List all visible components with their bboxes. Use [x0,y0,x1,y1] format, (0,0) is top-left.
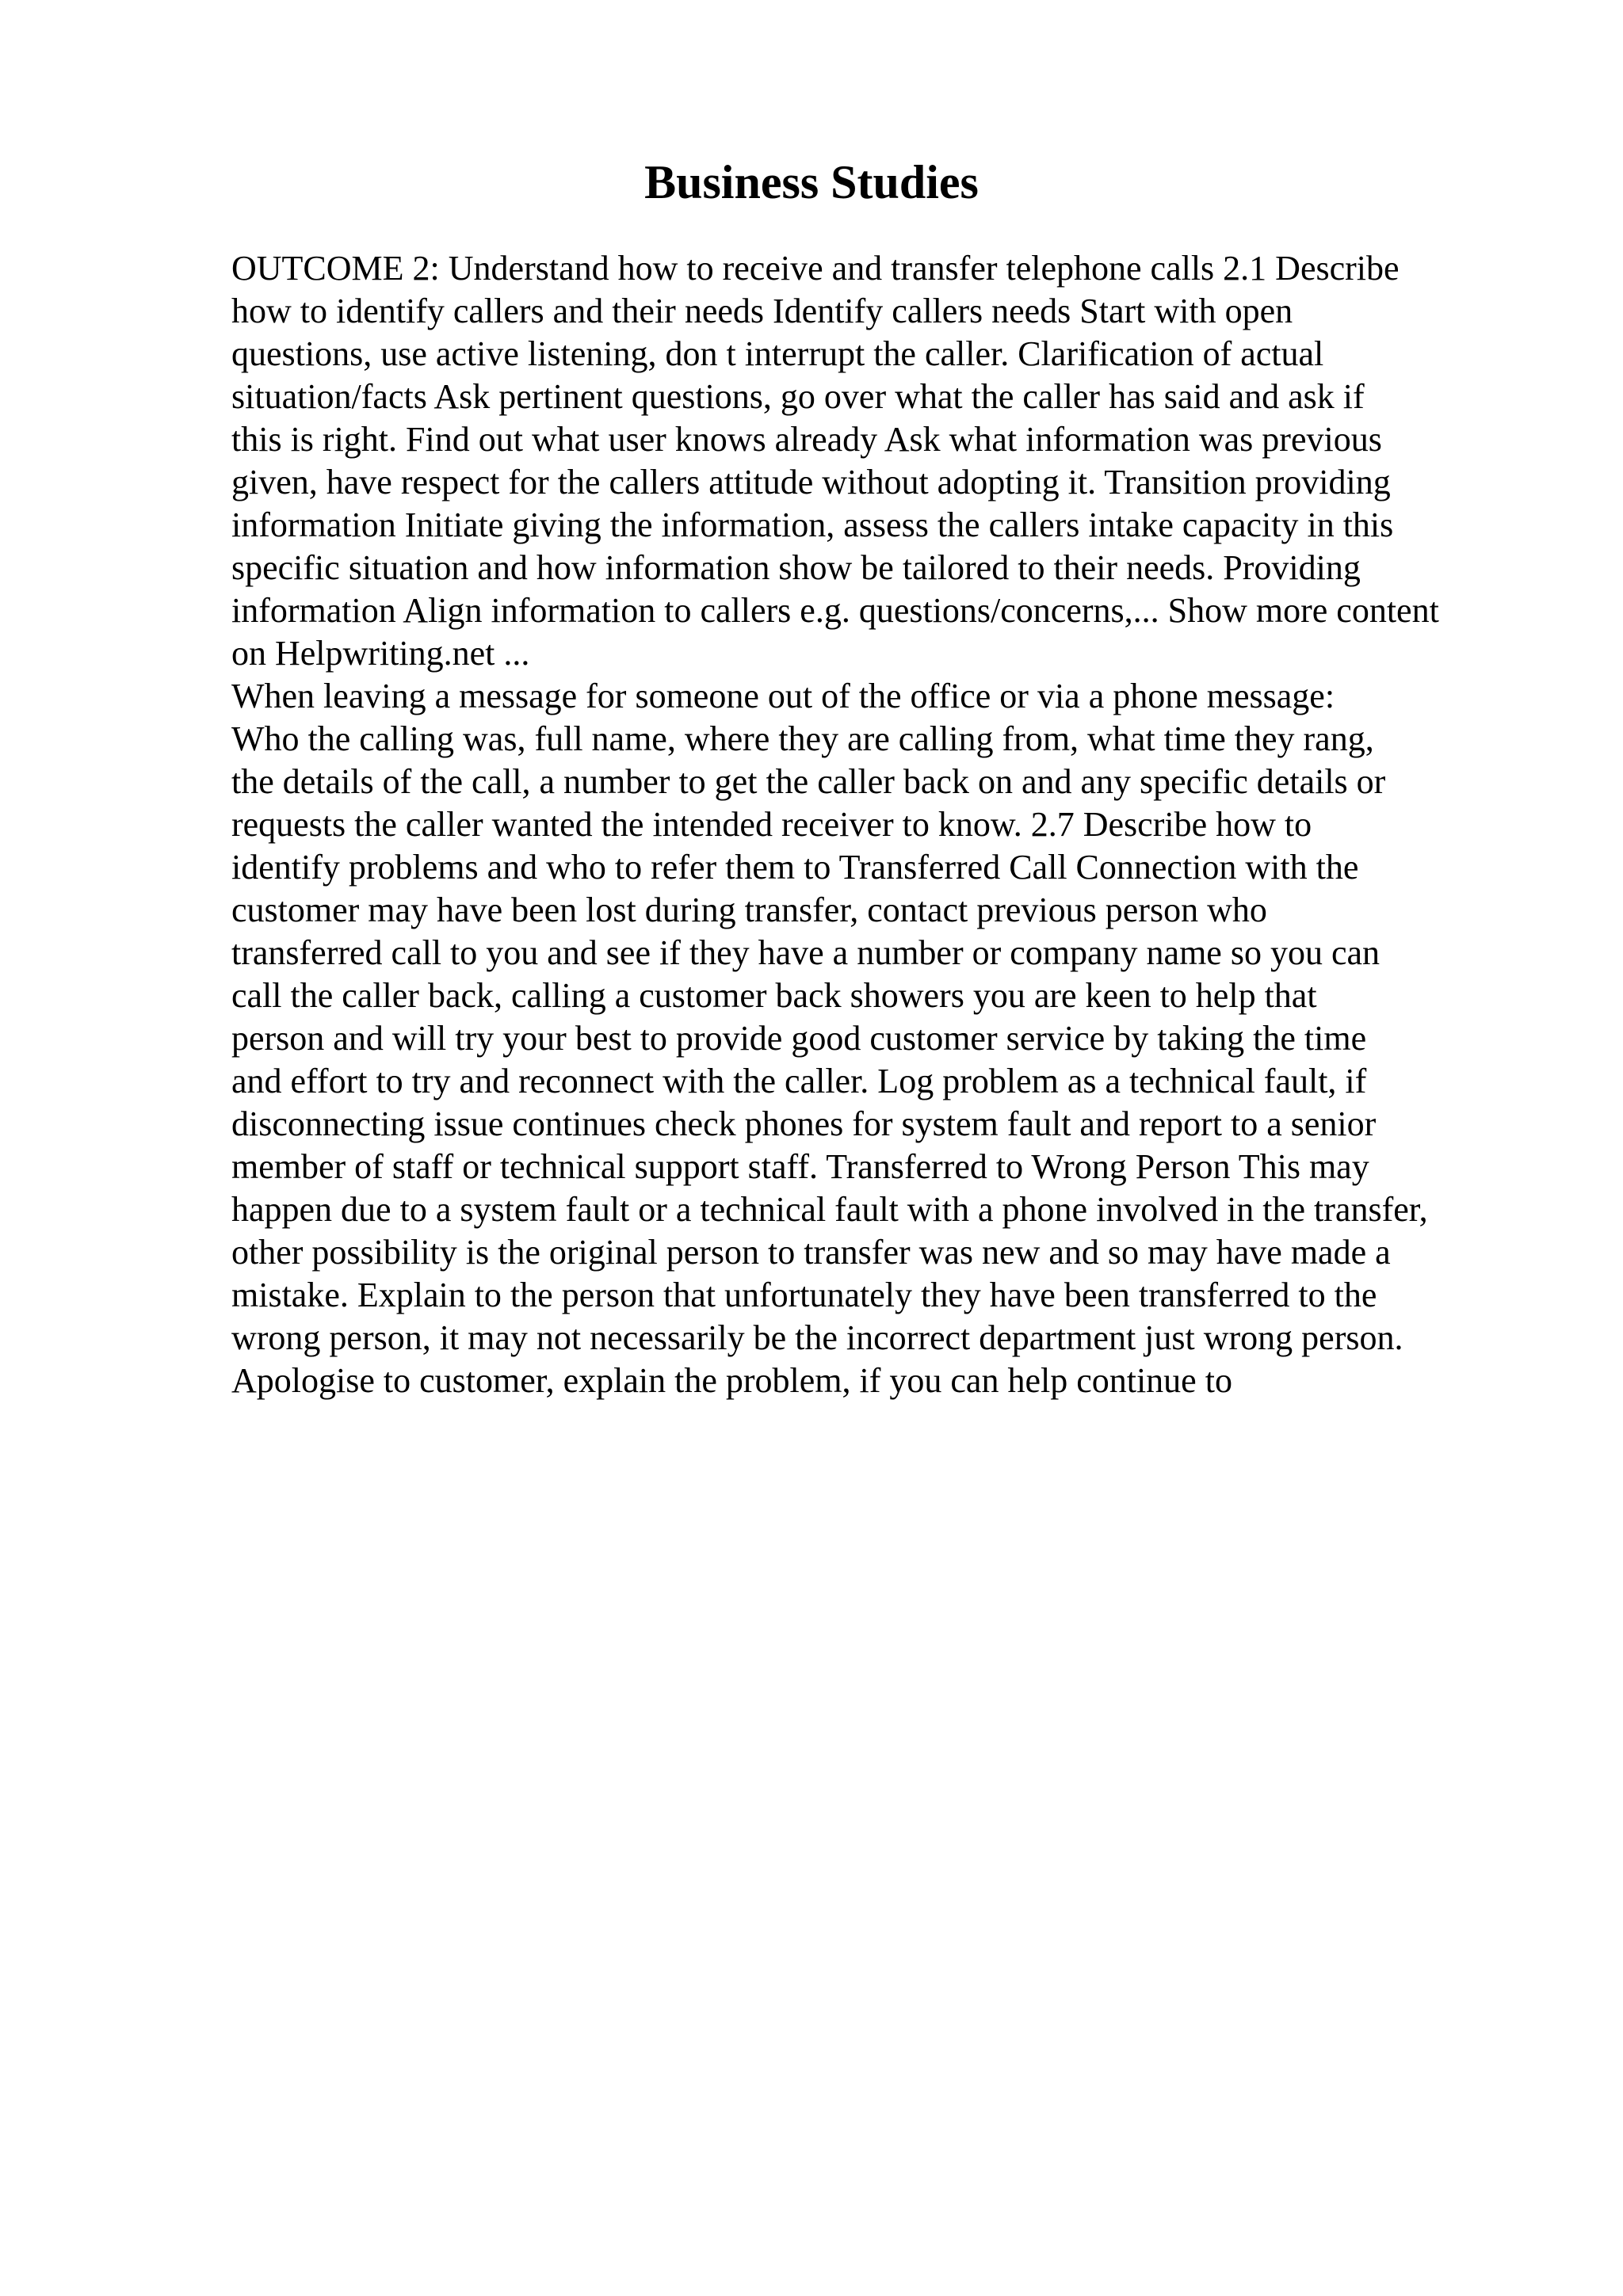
body-line: on Helpwriting.net ... [231,634,530,673]
body-line: Who the calling was, full name, where they are calling from, what time they rang, [231,719,1374,758]
body-line: call the caller back, calling a customer back showers you are keen to help that [231,976,1317,1015]
body-line: identify problems and who to refer them to Transferred Call Connection with the [231,848,1359,887]
body-line: OUTCOME 2: Understand how to receive and transfer telephone calls 2.1 Describe [231,249,1400,288]
body-line: mistake. Explain to the person that unfortunately they have been transferred to the [231,1276,1377,1314]
body-line: this is right. Find out what user knows already Ask what information was previous [231,420,1382,459]
body-line: wrong person, it may not necessarily be the incorrect department just wrong person. [231,1318,1403,1357]
body-line: member of staff or technical support staff. Transferred to Wrong Person This may [231,1147,1369,1186]
body-line: specific situation and how information show be tailored to their needs. Providing [231,548,1361,587]
body-line: Apologise to customer, explain the problem, if you can help continue to [231,1361,1232,1400]
body-line: questions, use active listening, don t interrupt the caller. Clarification of actual [231,334,1324,373]
body-line: given, have respect for the callers attitude without adopting it. Transition providing [231,463,1391,502]
body-line: When leaving a message for someone out of the office or via a phone message: [231,677,1335,715]
body-line: information Align information to callers e.g. questions/concerns,... Show more content [231,591,1439,630]
body-line: how to identify callers and their needs Identify callers needs Start with open [231,292,1293,330]
body-line: transferred call to you and see if they have a number or company name so you can [231,933,1381,972]
body-line: requests the caller wanted the intended receiver to know. 2.7 Describe how to [231,805,1312,844]
document-title: Business Studies [644,156,979,208]
body-line: and effort to try and reconnect with the caller. Log problem as a technical fault, if [231,1062,1367,1100]
body-line: person and will try your best to provide good customer service by taking the time [231,1019,1367,1058]
body-line: the details of the call, a number to get the caller back on and any specific details or [231,762,1386,801]
body-line: happen due to a system fault or a technical fault with a phone involved in the transfer, [231,1190,1428,1229]
body-line: customer may have been lost during transfer, contact previous person who [231,891,1267,929]
body-line: other possibility is the original person to transfer was new and so may have made a [231,1233,1391,1272]
body-line: information Initiate giving the information, assess the callers intake capacity in this [231,505,1394,544]
body-line: disconnecting issue continues check phones for system fault and report to a senior [231,1104,1377,1143]
body-line: situation/facts Ask pertinent questions, go over what the caller has said and ask if [231,377,1365,416]
document-body [231,247,1531,1402]
